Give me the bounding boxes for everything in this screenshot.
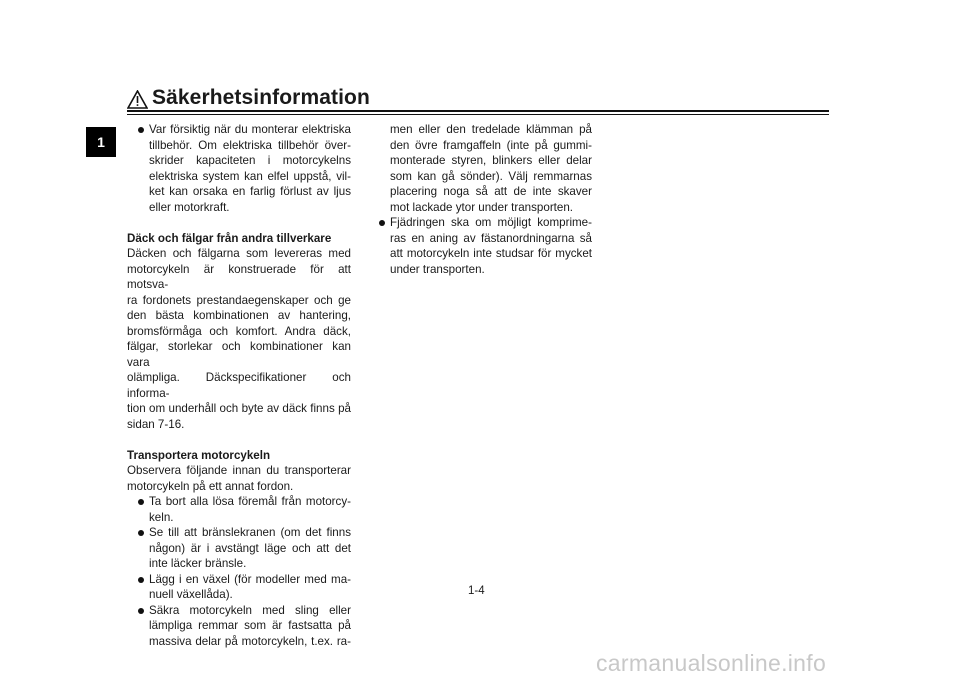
text-line: Säkra motorcykeln med sling eller [149, 603, 351, 617]
header-rule-thin [127, 114, 829, 115]
list-item [137, 572, 351, 603]
bullet-dot [379, 220, 385, 226]
list-item [137, 494, 351, 525]
text-line: nuell växellåda). [149, 588, 233, 601]
page-number: 1-4 [468, 585, 485, 597]
section-heading: Transportera motorcykeln [127, 448, 271, 462]
text-line: ra fordonets prestandaegenskaper och ge [127, 293, 351, 307]
text-line: tion om underhåll och byte av däck finns på [127, 402, 351, 415]
text-line: att motorcykeln inte studsar för mycket [390, 247, 592, 260]
bullet-dot [138, 499, 144, 505]
page-title: Säkerhetsinformation [152, 86, 370, 109]
bullet-dot [138, 577, 144, 583]
text-line: eller motorkraft. [149, 200, 230, 214]
watermark: carmanualsonline.info [596, 650, 827, 676]
left-column [127, 122, 351, 649]
right-column [368, 122, 592, 277]
list-item [127, 122, 351, 215]
bullet-dot [138, 608, 144, 614]
text-line: den bästa kombinationen av hantering, [127, 309, 351, 322]
bullet-dot [138, 127, 144, 133]
text-line: massiva delar på motorcykeln, t.ex. ra- [149, 634, 351, 648]
header-rule [127, 110, 829, 112]
text-line: keln. [149, 510, 174, 524]
section-heading: Däck och fälgar från andra tillverkare [127, 231, 332, 245]
section-body [127, 463, 351, 494]
text-line: olämpliga. Däckspecifikationer och informa- [127, 371, 351, 400]
text-line: Däcken och fälgarna som levereras med [127, 247, 351, 260]
text-line: Observera följande innan du transporterar [127, 464, 351, 477]
text-line: skrider kapaciteten i motorcykelns [149, 154, 351, 167]
text-line: placering noga så att de inte skaver [390, 185, 592, 198]
text-line: någon) är i avstängt läge och att det [149, 541, 351, 555]
text-line: under transporten. [390, 262, 485, 276]
text-line: elektriska system kan elfel uppstå, vil- [149, 169, 351, 183]
text-line: monterade styren, blinkers eller delar [390, 154, 592, 167]
list-item-continuation [368, 122, 592, 215]
text-line: fälgar, storlekar och kombinationer kan vara [127, 340, 351, 369]
text-line: den övre framgaffeln (inte på gummi- [390, 138, 592, 152]
list-item [368, 215, 592, 277]
text-line: Se till att bränslekranen (om det finns [149, 526, 351, 539]
text-line: ras en aning av fästanordningarna så [390, 231, 592, 245]
text-line: sidan 7-16. [127, 417, 185, 431]
text-line: mot lackade ytor under transporten. [390, 200, 574, 214]
text-line: som kan gå sönder). Välj remmarnas [390, 169, 592, 183]
text-line: Lägg i en växel (för modeller med ma- [149, 572, 351, 586]
text-line: motorcykeln är konstruerade för att motsva- [127, 262, 351, 291]
text-line: tillbehör. Om elektriska tillbehör över- [149, 138, 351, 152]
section-body [127, 246, 351, 432]
text-line: motorcykeln på ett annat fordon. [127, 479, 294, 493]
list-item [137, 525, 351, 572]
text-line: inte läcker bränsle. [149, 557, 247, 570]
bullet-dot [138, 530, 144, 536]
warning-triangle-icon [127, 90, 148, 109]
list-item [137, 603, 351, 650]
text-line: men eller den tredelade klämman på [390, 123, 592, 136]
chapter-tab: 1 [86, 127, 116, 157]
text-line: ket kan orsaka en farlig förlust av ljus [149, 185, 351, 198]
text-line: Var försiktig när du monterar elektriska [149, 123, 351, 136]
text-line: Ta bort alla lösa föremål från motorcy- [149, 495, 351, 508]
text-line: Fjädringen ska om möjligt komprime- [390, 216, 592, 229]
text-line: lämpliga remmar som är fastsatta på [149, 619, 351, 632]
text-line: bromsförmåga och komfort. Andra däck, [127, 324, 351, 338]
